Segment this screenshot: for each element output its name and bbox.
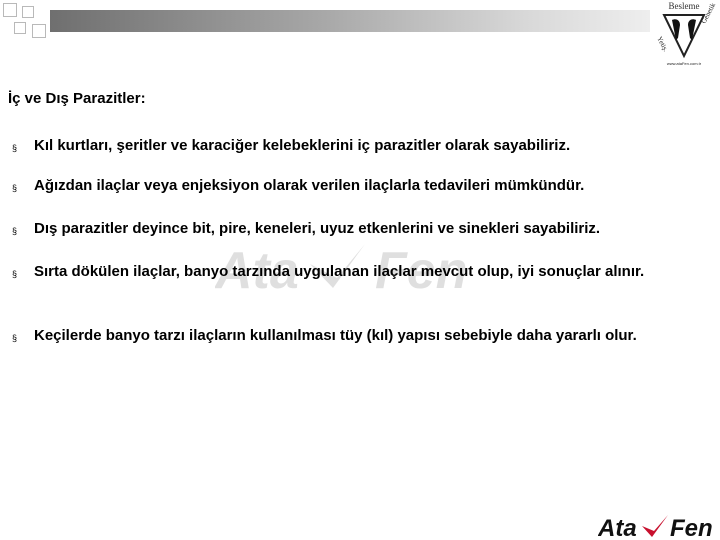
bullet-marker: § [12, 269, 18, 279]
logo-triangle [664, 15, 704, 56]
square-decoration [3, 3, 17, 17]
bullet-marker: § [12, 333, 18, 343]
logo-right-text: Genetik [699, 1, 718, 25]
watermark-left-text: Ata [215, 242, 299, 298]
logo-top-text: Besleme [668, 1, 700, 11]
bullet-marker: § [12, 226, 18, 236]
logo-bottom-text: www.ataFen.com.tr [666, 61, 702, 66]
logo-left-text: Yetiş. [655, 35, 670, 53]
square-decoration [14, 22, 26, 34]
list-item [12, 262, 716, 286]
list-item [12, 219, 716, 243]
bullet-text: Sırta dökülen ilaçlar, banyo tarzında uygulanan ilaçlar mevcut olup, iyi sonuçlar alınır. [34, 263, 645, 280]
atafen-brand-logo [598, 512, 718, 540]
brand-left-text: Ata [598, 515, 637, 540]
square-decoration [32, 24, 46, 38]
bullet-text: Dış parazitler deyince bit, pire, keneleri, uyuz etkenlerini ve sinekleri sayabiliriz. [34, 220, 601, 237]
list-item [12, 326, 716, 350]
square-decoration [22, 6, 34, 18]
gradient-band [50, 10, 650, 32]
page-heading: İç ve Dış Parazitler: [8, 90, 146, 107]
bullet-marker: § [12, 183, 18, 193]
bullet-text: Keçilerde banyo tarzı ilaçların kullanılması tüy (kıl) yapısı sebebiyle daha yararlı olur. [34, 327, 637, 344]
bullet-marker: § [12, 143, 18, 153]
atafen-emblem-logo [648, 0, 718, 70]
goat-horns-icon [672, 19, 696, 40]
title-bar-decoration [0, 0, 720, 50]
bullet-text: Kıl kurtları, şeritler ve karaciğer kelebeklerini iç parazitler olarak sayabiliriz. [34, 137, 571, 154]
brand-right-text: Fen [670, 515, 713, 540]
watermark-right-text: Fen [375, 242, 468, 298]
list-item [12, 176, 716, 200]
red-checkmark-icon [642, 515, 668, 537]
list-item [12, 136, 716, 160]
bullet-text: Ağızdan ilaçlar veya enjeksiyon olarak verilen ilaçlarla tedavileri mümkündür. [34, 177, 585, 194]
